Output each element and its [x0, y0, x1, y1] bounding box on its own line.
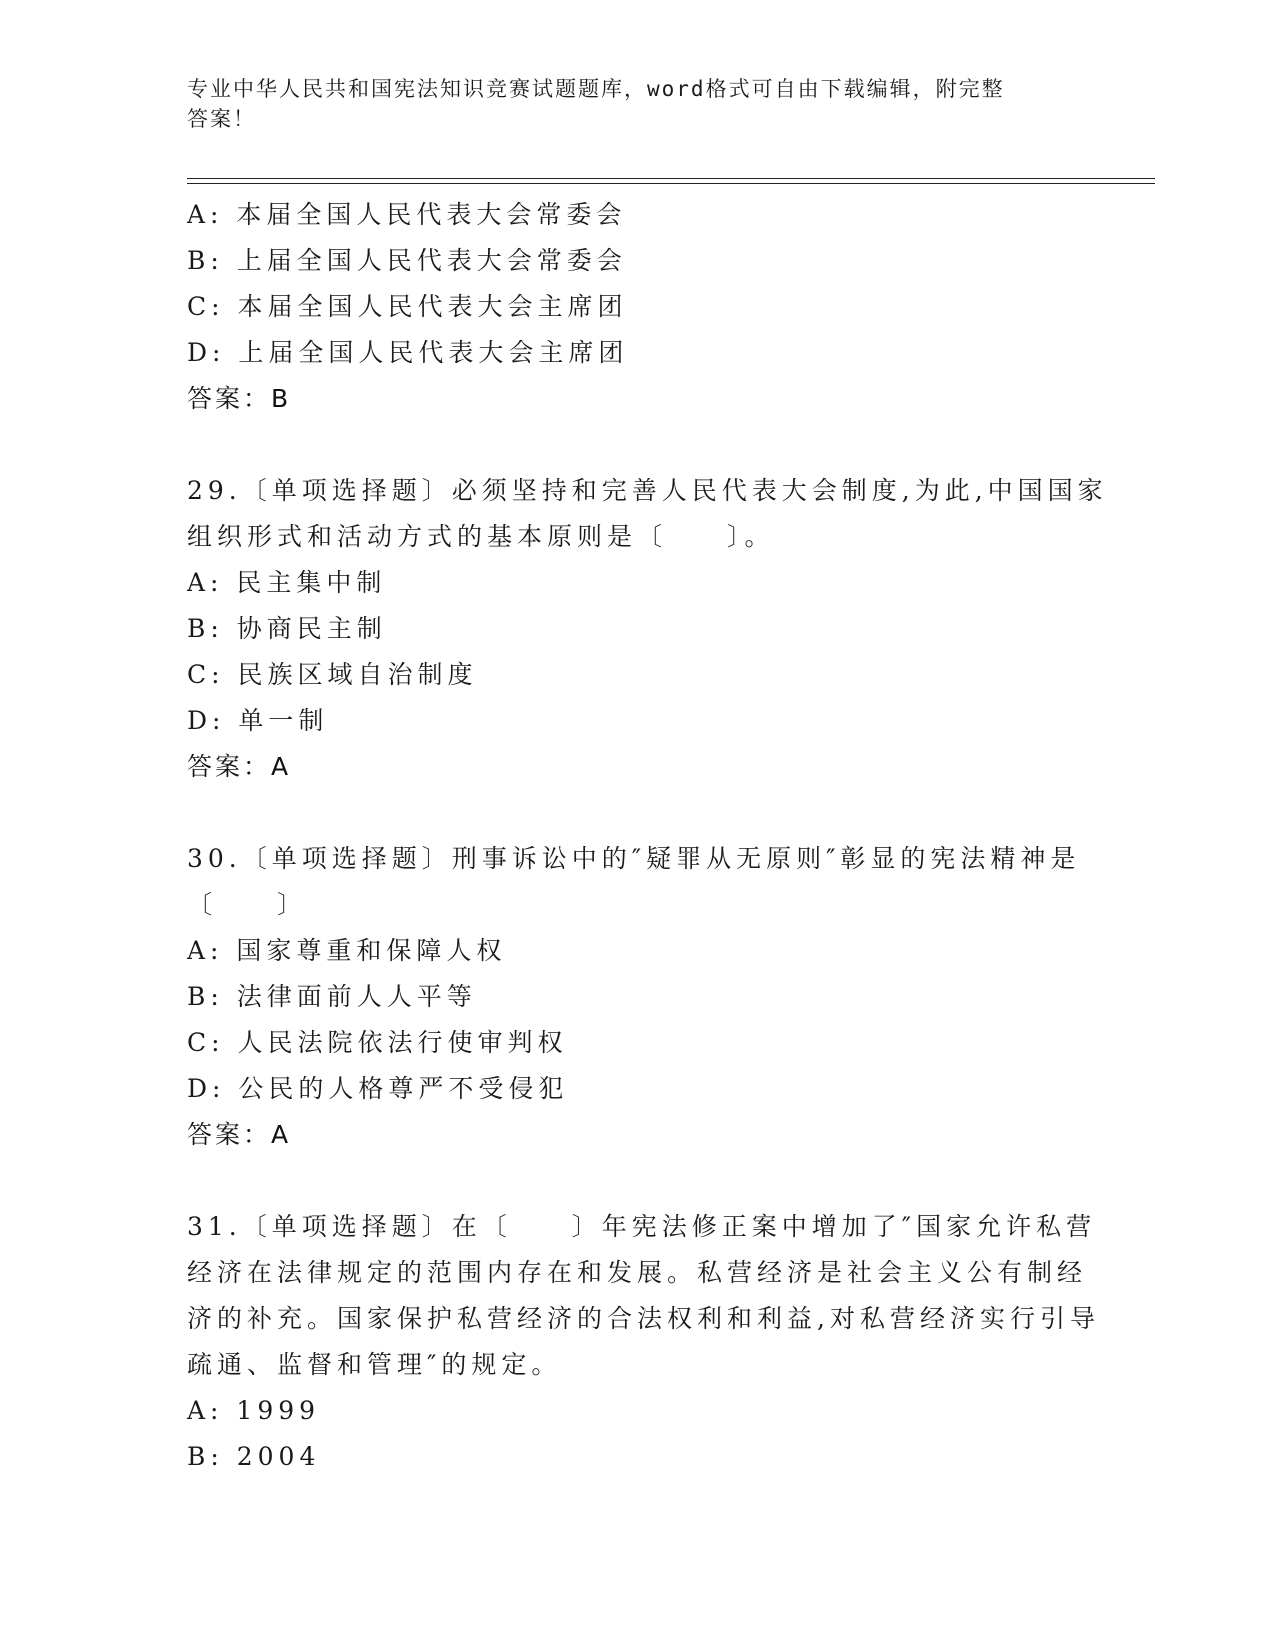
option-d: D: 公民的人格尊严不受侵犯	[187, 1074, 569, 1103]
option-d: D: 单一制	[187, 706, 329, 735]
question-30	[187, 836, 1087, 1158]
option-a: A: 民主集中制	[187, 568, 387, 597]
answer-line: 答案：A	[187, 1120, 292, 1149]
question-list	[187, 192, 1108, 1480]
option-c: C: 人民法院依法行使审判权	[187, 1028, 568, 1057]
option-b: B: 法律面前人人平等	[187, 982, 477, 1011]
option-b: B: 上届全国人民代表大会常委会	[187, 246, 627, 275]
option-a: A: 1999	[187, 1396, 321, 1425]
option-a: A: 国家尊重和保障人权	[187, 936, 507, 965]
option-c: C: 本届全国人民代表大会主席团	[187, 292, 628, 321]
spacer	[187, 1158, 1087, 1204]
question-text-line: 疏通、监督和管理″的规定。	[187, 1350, 562, 1379]
question-text-line: 组织形式和活动方式的基本原则是〔 〕。	[187, 522, 775, 551]
spacer	[187, 790, 1087, 836]
option-a: A: 本届全国人民代表大会常委会	[187, 200, 627, 229]
question-28-options	[187, 192, 1087, 422]
option-b: B: 2004	[187, 1442, 321, 1471]
answer-line: 答案：A	[187, 752, 292, 781]
header-line-1: 专业中华人民共和国宪法知识竞赛试题题库，word格式可自由下载编辑，附完整	[187, 77, 1005, 101]
document-header	[187, 74, 1087, 134]
answer-line: 答案：B	[187, 384, 292, 413]
question-text-line: 济的补充。国家保护私营经济的合法权利和利益,对私营经济实行引导	[187, 1304, 1100, 1333]
question-text-line: 31.〔单项选择题〕在〔 〕年宪法修正案中增加了″国家允许私营	[187, 1212, 1097, 1241]
question-29	[187, 468, 1108, 790]
question-text-line: 29.〔单项选择题〕必须坚持和完善人民代表大会制度,为此,中国国家	[187, 476, 1108, 505]
header-divider-top	[187, 178, 1155, 179]
question-31	[187, 1204, 1100, 1480]
header-line-2: 答案！	[187, 107, 256, 131]
option-c: C: 民族区域自治制度	[187, 660, 478, 689]
option-d: D: 上届全国人民代表大会主席团	[187, 338, 629, 367]
question-text-line: 〔 〕	[187, 890, 308, 919]
spacer	[187, 422, 1087, 468]
question-text-line: 30.〔单项选择题〕刑事诉讼中的″疑罪从无原则″彰显的宪法精神是	[187, 844, 1081, 873]
option-b: B: 协商民主制	[187, 614, 387, 643]
question-text-line: 经济在法律规定的范围内存在和发展。私营经济是社会主义公有制经	[187, 1258, 1088, 1287]
header-divider-bottom	[187, 183, 1155, 184]
